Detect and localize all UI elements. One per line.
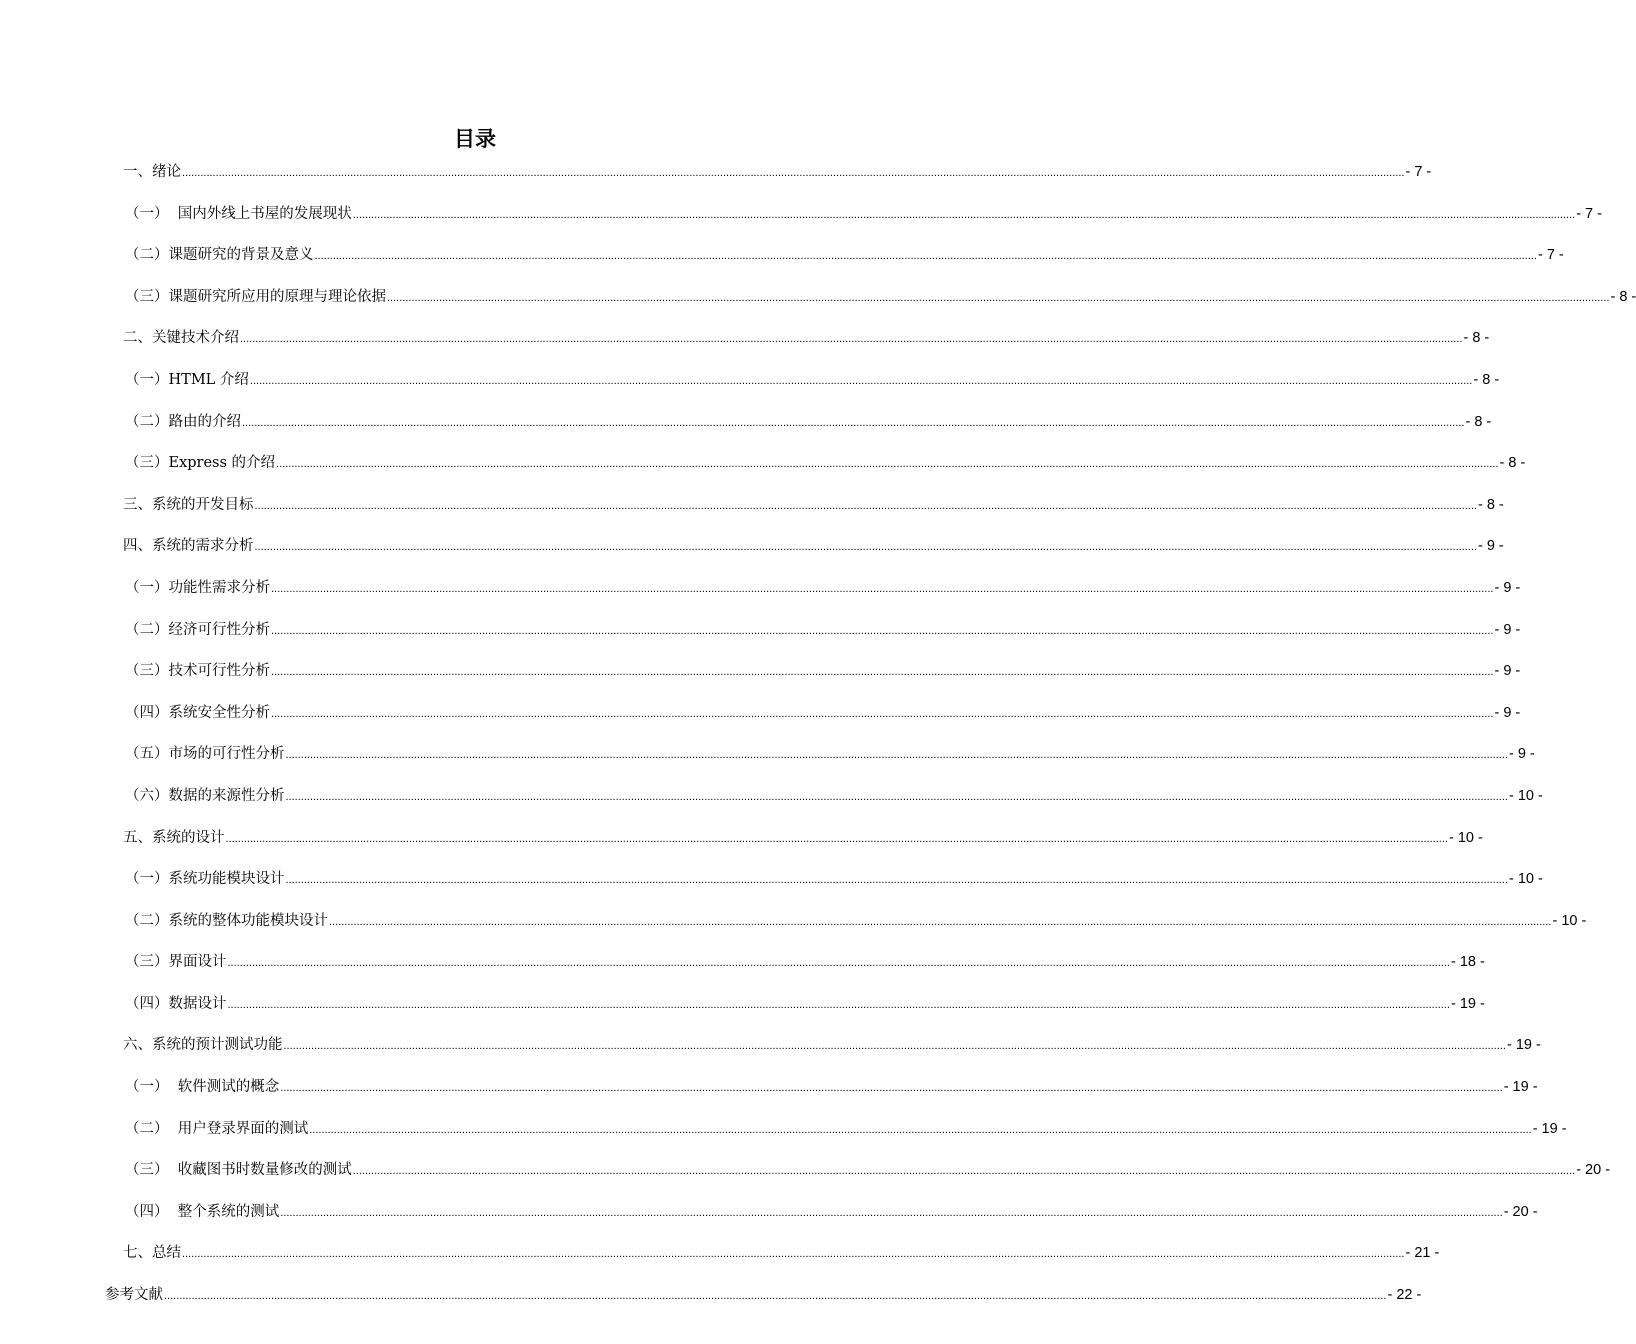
toc-entry[interactable]: [0, 988, 1485, 1030]
toc-entry[interactable]: [0, 1071, 1538, 1113]
toc-entry-label: （三）课题研究所应用的原理与理论依据: [125, 288, 386, 305]
dot-leader: ................................................................................................................................................................................................................................................................................................................................................................................................................: [285, 790, 1508, 803]
dot-leader: ................................................................................................................................................................................................................................................................................................................................................................................................................: [249, 374, 1473, 387]
dot-leader: ................................................................................................................................................................................................................................................................................................................................................................................................................: [283, 1040, 1506, 1053]
toc-entry[interactable]: [0, 489, 1504, 531]
toc-entry-label: （五）市场的可行性分析: [125, 746, 285, 763]
dot-leader: ................................................................................................................................................................................................................................................................................................................................................................................................................: [285, 749, 1508, 762]
toc-entry-page-number: - 20 -: [1576, 1162, 1611, 1179]
toc-entry-label: 三、系统的开发目标: [123, 496, 254, 513]
dot-leader: ................................................................................................................................................................................................................................................................................................................................................................................................................: [182, 167, 1405, 179]
toc-entry[interactable]: [0, 530, 1504, 572]
toc-entry-row: [123, 329, 1490, 348]
toc-entry-page-number: - 19 -: [1450, 995, 1485, 1012]
dot-leader: ................................................................................................................................................................................................................................................................................................................................................................................................................: [182, 1248, 1405, 1261]
toc-entry-label: 四、系统的需求分析: [123, 538, 254, 555]
toc-entry-page-number: - 7 -: [1576, 205, 1602, 222]
toc-entry[interactable]: [0, 655, 1521, 697]
toc-entry-label: 五、系统的设计: [123, 829, 225, 846]
toc-entry[interactable]: [0, 364, 1500, 406]
toc-entry-page-number: - 9 -: [1477, 538, 1504, 555]
toc-entry[interactable]: [0, 406, 1492, 448]
toc-entry-row: [125, 246, 1564, 265]
toc-entry-row: [125, 371, 1500, 390]
dot-leader: ................................................................................................................................................................................................................................................................................................................................................................................................................: [285, 874, 1508, 887]
toc-entry-row: [125, 912, 1587, 931]
toc-entry[interactable]: [0, 1154, 1611, 1196]
toc-entry-row: [125, 745, 1535, 764]
toc-entry[interactable]: [0, 1279, 1422, 1321]
toc-entry-label: （四）数据设计: [125, 995, 227, 1012]
toc-entry-row: [125, 704, 1521, 723]
toc-entry-page-number: - 10 -: [1508, 871, 1543, 888]
toc-entry-label: 七、总结: [123, 1245, 181, 1262]
toc-entry-page-number: - 10 -: [1508, 787, 1543, 804]
dot-leader: ................................................................................................................................................................................................................................................................................................................................................................................................................: [309, 1123, 1532, 1136]
toc-entry-label: （四） 整个系统的测试: [125, 1203, 280, 1220]
toc-entry-row: [123, 1036, 1541, 1055]
toc-entry-label: （二） 用户登录界面的测试: [125, 1120, 309, 1137]
dot-leader: ................................................................................................................................................................................................................................................................................................................................................................................................................: [254, 499, 1477, 512]
toc-entry-label: 一、绪论: [123, 164, 181, 180]
dot-leader: ................................................................................................................................................................................................................................................................................................................................................................................................................: [271, 624, 1494, 637]
dot-leader: ................................................................................................................................................................................................................................................................................................................................................................................................................: [280, 1206, 1503, 1219]
toc-entry-label: （一）HTML 介绍: [125, 371, 249, 388]
toc-entry-label: （三）界面设计: [125, 954, 227, 971]
dot-leader: ................................................................................................................................................................................................................................................................................................................................................................................................................: [164, 1290, 1387, 1303]
toc-entry-row: [123, 829, 1483, 848]
toc-entry-row: [125, 1161, 1611, 1180]
dot-leader: ................................................................................................................................................................................................................................................................................................................................................................................................................: [387, 291, 1610, 304]
toc-entry-row: [125, 953, 1485, 972]
toc-entry-label: （二）路由的介绍: [125, 413, 241, 430]
toc-entry-row: [123, 537, 1504, 556]
toc-entry[interactable]: [0, 863, 1543, 905]
toc-entry-row: [105, 1286, 1422, 1305]
toc-entry-page-number: - 10 -: [1552, 912, 1587, 929]
toc-entry[interactable]: [0, 1196, 1538, 1238]
dot-leader: ................................................................................................................................................................................................................................................................................................................................................................................................................: [242, 416, 1465, 429]
toc-title: 目录: [454, 127, 496, 151]
toc-entry[interactable]: [0, 905, 1587, 947]
toc-entry-page-number: - 18 -: [1450, 954, 1485, 971]
toc-entry-page-number: - 19 -: [1503, 1079, 1538, 1096]
toc-entry-page-number: - 21 -: [1405, 1245, 1440, 1262]
toc-entry-page-number: - 8 -: [1465, 413, 1492, 430]
toc-entry-label: （一） 软件测试的概念: [125, 1079, 280, 1096]
toc-entry[interactable]: [0, 1029, 1541, 1071]
toc-entry-label: （四）系统安全性分析: [125, 704, 270, 721]
toc-entry-label: （二）经济可行性分析: [125, 621, 270, 638]
toc-entry-row: [123, 1244, 1440, 1263]
table-of-contents: [0, 156, 1636, 1321]
toc-entry-row: [125, 1120, 1567, 1139]
dot-leader: ................................................................................................................................................................................................................................................................................................................................................................................................................: [225, 832, 1448, 845]
toc-entry-label: 二、关键技术介绍: [123, 330, 239, 347]
toc-entry[interactable]: [0, 697, 1521, 739]
toc-entry[interactable]: [0, 239, 1564, 281]
toc-entry-page-number: - 9 -: [1494, 579, 1521, 596]
toc-entry-row: [125, 413, 1492, 432]
toc-entry-label: 六、系统的预计测试功能: [123, 1037, 283, 1054]
toc-entry-page-number: - 19 -: [1532, 1120, 1567, 1137]
toc-entry-row: [125, 995, 1485, 1014]
toc-entry-page-number: - 7 -: [1537, 247, 1564, 264]
toc-entry-page-number: - 9 -: [1494, 704, 1521, 721]
toc-entry[interactable]: [0, 738, 1535, 780]
dot-leader: ................................................................................................................................................................................................................................................................................................................................................................................................................: [271, 666, 1494, 679]
toc-entry-page-number: - 19 -: [1506, 1037, 1541, 1054]
toc-entry-page-number: - 9 -: [1494, 621, 1521, 638]
dot-leader: ................................................................................................................................................................................................................................................................................................................................................................................................................: [240, 333, 1463, 346]
toc-entry-row: [125, 662, 1521, 681]
dot-leader: ................................................................................................................................................................................................................................................................................................................................................................................................................: [227, 998, 1450, 1011]
toc-entry-label: （一）功能性需求分析: [125, 579, 270, 596]
toc-entry-row: [125, 205, 1602, 224]
toc-entry-page-number: - 10 -: [1448, 829, 1483, 846]
toc-entry-page-number: - 8 -: [1610, 288, 1636, 305]
toc-entry[interactable]: [0, 447, 1526, 489]
toc-entry-label: （六）数据的来源性分析: [125, 787, 285, 804]
toc-entry[interactable]: [0, 156, 1432, 198]
toc-entry[interactable]: [0, 614, 1521, 656]
toc-entry-label: （一）系统功能模块设计: [125, 871, 285, 888]
toc-entry-row: [125, 579, 1521, 598]
toc-entry[interactable]: [0, 572, 1521, 614]
toc-entry-page-number: - 8 -: [1473, 371, 1500, 388]
toc-entry-page-number: - 9 -: [1508, 746, 1535, 763]
toc-entry[interactable]: [0, 322, 1490, 364]
toc-entry[interactable]: [0, 946, 1485, 988]
toc-entry-label: 参考文献: [105, 1287, 163, 1304]
dot-leader: ................................................................................................................................................................................................................................................................................................................................................................................................................: [329, 915, 1552, 928]
toc-entry[interactable]: [0, 281, 1636, 323]
toc-entry-row: [125, 288, 1636, 307]
dot-leader: ................................................................................................................................................................................................................................................................................................................................................................................................................: [254, 541, 1477, 554]
toc-entry[interactable]: [0, 1113, 1567, 1155]
toc-entry[interactable]: [0, 822, 1483, 864]
toc-entry-page-number: - 8 -: [1477, 496, 1504, 513]
toc-entry-row: [125, 454, 1526, 473]
dot-leader: ................................................................................................................................................................................................................................................................................................................................................................................................................: [352, 208, 1576, 221]
toc-entry-row: [125, 870, 1543, 889]
toc-entry-row: [125, 1078, 1538, 1097]
dot-leader: ................................................................................................................................................................................................................................................................................................................................................................................................................: [280, 1082, 1503, 1095]
toc-entry-page-number: - 7 -: [1405, 164, 1432, 180]
toc-entry-label: （三）技术可行性分析: [125, 663, 270, 680]
toc-entry-label: （二）课题研究的背景及意义: [125, 247, 314, 264]
toc-entry-page-number: - 8 -: [1499, 455, 1526, 472]
dot-leader: ................................................................................................................................................................................................................................................................................................................................................................................................................: [271, 582, 1494, 595]
toc-entry-label: （三） 收藏图书时数量修改的测试: [125, 1162, 352, 1179]
dot-leader: ................................................................................................................................................................................................................................................................................................................................................................................................................: [276, 458, 1499, 471]
dot-leader: ................................................................................................................................................................................................................................................................................................................................................................................................................: [314, 250, 1537, 263]
toc-entry-page-number: - 22 -: [1387, 1287, 1422, 1304]
toc-entry-row: [125, 621, 1521, 640]
toc-entry[interactable]: [0, 780, 1543, 822]
toc-entry-page-number: - 9 -: [1494, 663, 1521, 680]
toc-entry-page-number: - 8 -: [1463, 330, 1490, 347]
toc-entry-row: [125, 1203, 1538, 1222]
toc-entry-label: （一） 国内外线上书屋的发展现状: [125, 205, 352, 222]
toc-entry-row: [123, 163, 1432, 182]
toc-entry-label: （三）Express 的介绍: [125, 455, 276, 472]
toc-entry[interactable]: [0, 198, 1602, 240]
toc-entry[interactable]: [0, 1237, 1440, 1279]
toc-entry-row: [125, 787, 1543, 806]
dot-leader: ................................................................................................................................................................................................................................................................................................................................................................................................................: [227, 957, 1450, 970]
toc-entry-label: （二）系统的整体功能模块设计: [125, 912, 328, 929]
dot-leader: ................................................................................................................................................................................................................................................................................................................................................................................................................: [352, 1165, 1576, 1178]
toc-entry-page-number: - 20 -: [1503, 1203, 1538, 1220]
toc-entry-row: [123, 496, 1504, 515]
dot-leader: ................................................................................................................................................................................................................................................................................................................................................................................................................: [271, 707, 1494, 720]
